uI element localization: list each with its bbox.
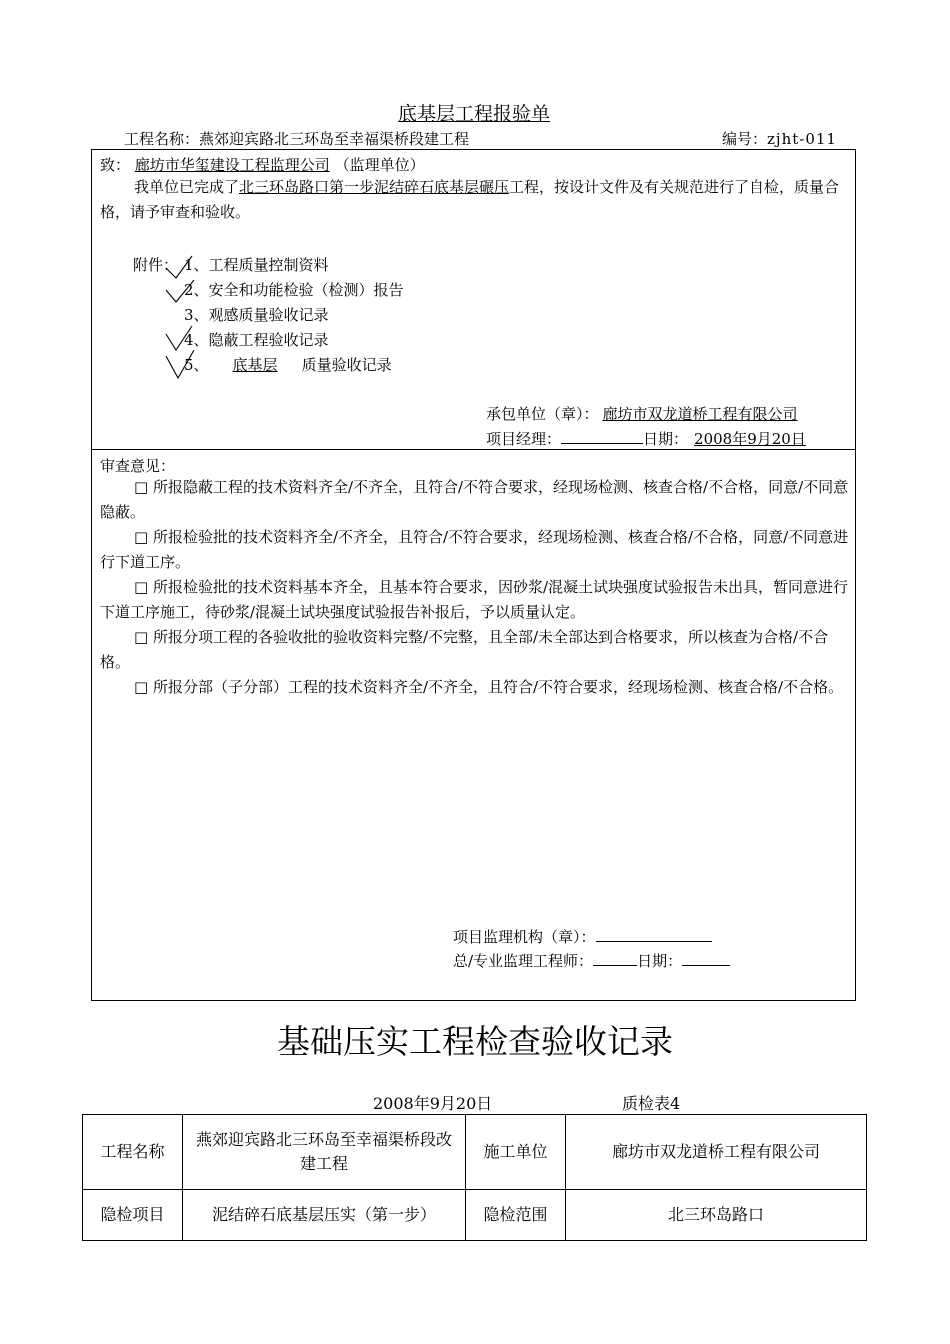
attachment-5-suffix: 质量验收记录 — [301, 356, 392, 374]
attachment-1: 1、工程质量控制资料 — [184, 256, 329, 274]
record-form-no: 质检表4 — [622, 1094, 681, 1113]
attachment-5 — [184, 354, 392, 375]
cell-value-scope: 北三环岛路口 — [667, 1205, 764, 1224]
project-name: 燕郊迎宾路北三环岛至幸福渠桥段建工程 — [199, 130, 470, 148]
contractor-line — [486, 403, 802, 424]
project-name-line — [124, 128, 469, 149]
recipient-line — [100, 154, 425, 175]
opinion-3: □ 所报检验批的技术资料基本齐全，且基本符合要求，因砂浆/混凝土试块强度试验报告未出具，暂同意进行下道工序施工，待砂浆/混凝土试块强度试验报告补报后，予以质量认定。 — [100, 578, 848, 621]
cell-value-contractor: 廊坊市双龙道桥工程有限公司 — [611, 1142, 820, 1161]
engineer-label: 总/专业监理工程师： — [453, 952, 594, 970]
cell-value-project: 燕郊迎宾路北三环岛至幸福渠桥段改建工程 — [195, 1130, 452, 1173]
cell-label-project: 工程名称 — [100, 1142, 165, 1161]
body-work: 北三环岛路口第一步泥结碎石底基层碾压 — [239, 178, 510, 196]
engineer-line — [453, 950, 730, 971]
supervision-blank — [596, 929, 712, 942]
record-title: 基础压实工程检查验收记录 — [277, 1022, 673, 1061]
attach-label: 附件： — [133, 256, 179, 274]
cell-label-item: 隐检项目 — [100, 1205, 165, 1224]
date-label: 日期： — [643, 430, 689, 448]
section-divider — [91, 449, 856, 450]
record-date: 2008年9月20日 — [373, 1094, 493, 1113]
attachment-4: 4、隐蔽工程验收记录 — [184, 331, 329, 349]
opinion-4: □ 所报分项工程的各验收批的验收资料完整/不完整，且全部/未全部达到合格要求，所以核查为合格/不合格。 — [100, 628, 829, 671]
engineer-blank — [593, 953, 637, 966]
body-suffix: 工程，按设计文件及有关规范进行了自检，质量合格，请予审查和验收。 — [100, 178, 840, 221]
supervisor-name: 廊坊市华玺建设工程监理公司 — [134, 156, 330, 174]
supervision-line — [453, 926, 712, 947]
review-label: 审查意见： — [100, 457, 176, 475]
to-label: 致： — [100, 156, 131, 174]
contractor-name: 廊坊市双龙道桥工程有限公司 — [602, 405, 798, 423]
cell-value-item: 泥结碎石底基层压实（第一步） — [211, 1205, 436, 1224]
completion-statement — [100, 175, 852, 225]
opinion-2: □ 所报检验批的技术资料齐全/不齐全，且符合/不符合要求，经现场检测、核查合格/不合格，同意/不同意进行下道工序。 — [100, 528, 849, 571]
manager-blank — [561, 431, 643, 444]
manager-line — [486, 428, 806, 449]
body-prefix: 我单位已完成了 — [134, 178, 240, 196]
engineer-date-blank — [682, 953, 730, 966]
attachment-3: 3、观感质量验收记录 — [184, 306, 329, 324]
engineer-date-label: 日期： — [637, 952, 683, 970]
handwritten-checkmarks-icon — [160, 252, 200, 382]
supervisor-suffix: （监理单位） — [334, 156, 425, 174]
contractor-label: 承包单位（章）： — [486, 405, 599, 423]
code-label: 编号： — [722, 130, 768, 148]
cell-label-contractor: 施工单位 — [483, 1142, 548, 1161]
cell-label-scope: 隐检范围 — [483, 1205, 548, 1224]
attachment-2: 2、安全和功能检验（检测）报告 — [184, 281, 404, 299]
supervision-label: 项目监理机构（章）： — [453, 928, 596, 946]
review-opinions — [100, 475, 852, 700]
attachment-5-num: 5、 — [184, 356, 209, 374]
opinion-1: □ 所报隐蔽工程的技术资料齐全/不齐全，且符合/不符合要求，经现场检测、核查合格/不合格，同意/不同意隐蔽。 — [100, 478, 849, 521]
manager-label: 项目经理： — [486, 430, 562, 448]
code-value: zjht-011 — [767, 130, 837, 148]
opinion-5: □ 所报分部（子分部）工程的技术资料齐全/不齐全，且符合/不符合要求，经现场检测、核查合格/不合格。 — [134, 678, 844, 696]
report-title: 底基层工程报验单 — [398, 103, 551, 125]
attachment-5-item: 底基层 — [232, 356, 278, 374]
report-date: 2008年9月20日 — [694, 430, 806, 448]
project-label: 工程名称： — [124, 130, 200, 148]
report-code — [722, 128, 837, 149]
